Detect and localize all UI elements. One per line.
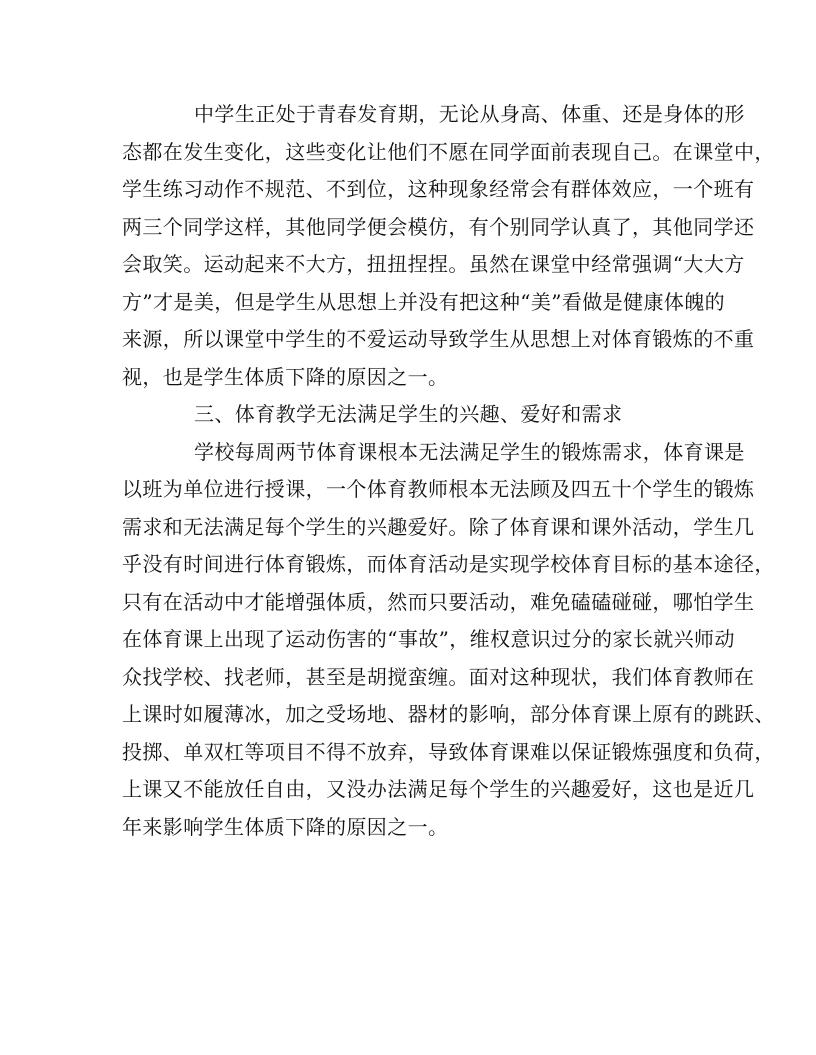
paragraph-line: 两三个同学这样，其他同学便会模仿，有个别同学认真了，其他同学还 xyxy=(122,214,755,239)
paragraph-line: 上课又不能放任自由，又没办法满足每个学生的兴趣爱好，这也是近几 xyxy=(122,777,755,801)
paragraph-physical-development xyxy=(122,96,775,396)
paragraph-line: 乎没有时间进行体育锻炼，而体育活动是实现学校体育目标的基本途径， xyxy=(122,552,775,576)
document-body xyxy=(122,96,775,846)
paragraph-line: 众找学校、找老师，甚至是胡搅蛮缠。面对这种现状，我们体育教师在 xyxy=(122,664,755,689)
paragraph-line: 会取笑。运动起来不大方，扭扭捏捏。虽然在课堂中经常强调“大大方 xyxy=(122,252,745,276)
paragraph-line: 学生练习动作不规范、不到位，这种现象经常会有群体效应，一个班有 xyxy=(122,177,755,201)
paragraph-line: 投掷、单双杠等项目不得不放弃，导致体育课难以保证锻炼强度和负荷， xyxy=(122,739,775,764)
paragraph-line: 需求和无法满足每个学生的兴趣爱好。除了体育课和课外活动，学生几 xyxy=(122,514,755,539)
paragraph-teaching-limits xyxy=(122,434,775,847)
paragraph-line: 以班为单位进行授课，一个体育教师根本无法顾及四五十个学生的锻炼 xyxy=(122,477,755,501)
paragraph-line: 方”才是美，但是学生从思想上并没有把这种“美”看做是健康体魄的 xyxy=(122,289,726,314)
paragraph-line: 上课时如履薄冰，加之受场地、器材的影响，部分体育课上原有的跳跃、 xyxy=(122,702,775,726)
paragraph-line: 在体育课上出现了运动伤害的“事故”，维权意识过分的家长就兴师动 xyxy=(122,627,735,651)
paragraph-line: 态都在发生变化，这些变化让他们不愿在同学面前表现自己。在课堂中， xyxy=(122,139,775,164)
paragraph-line: 来源，所以课堂中学生的不爱运动导致学生从思想上对体育锻炼的不重 xyxy=(122,327,755,351)
paragraph-line: 只有在活动中才能增强体质，然而只要活动，难免磕磕碰碰，哪怕学生 xyxy=(122,589,755,614)
section-heading: 三、体育教学无法满足学生的兴趣、爱好和需求 xyxy=(194,402,623,426)
paragraph-line: 学校每周两节体育课根本无法满足学生的锻炼需求，体育课是 xyxy=(194,439,745,464)
paragraph-line: 中学生正处于青春发育期，无论从身高、体重、还是身体的形 xyxy=(194,102,745,126)
paragraph-line: 视，也是学生体质下降的原因之一。 xyxy=(122,364,449,389)
paragraph-line: 年来影响学生体质下降的原因之一。 xyxy=(122,814,449,839)
